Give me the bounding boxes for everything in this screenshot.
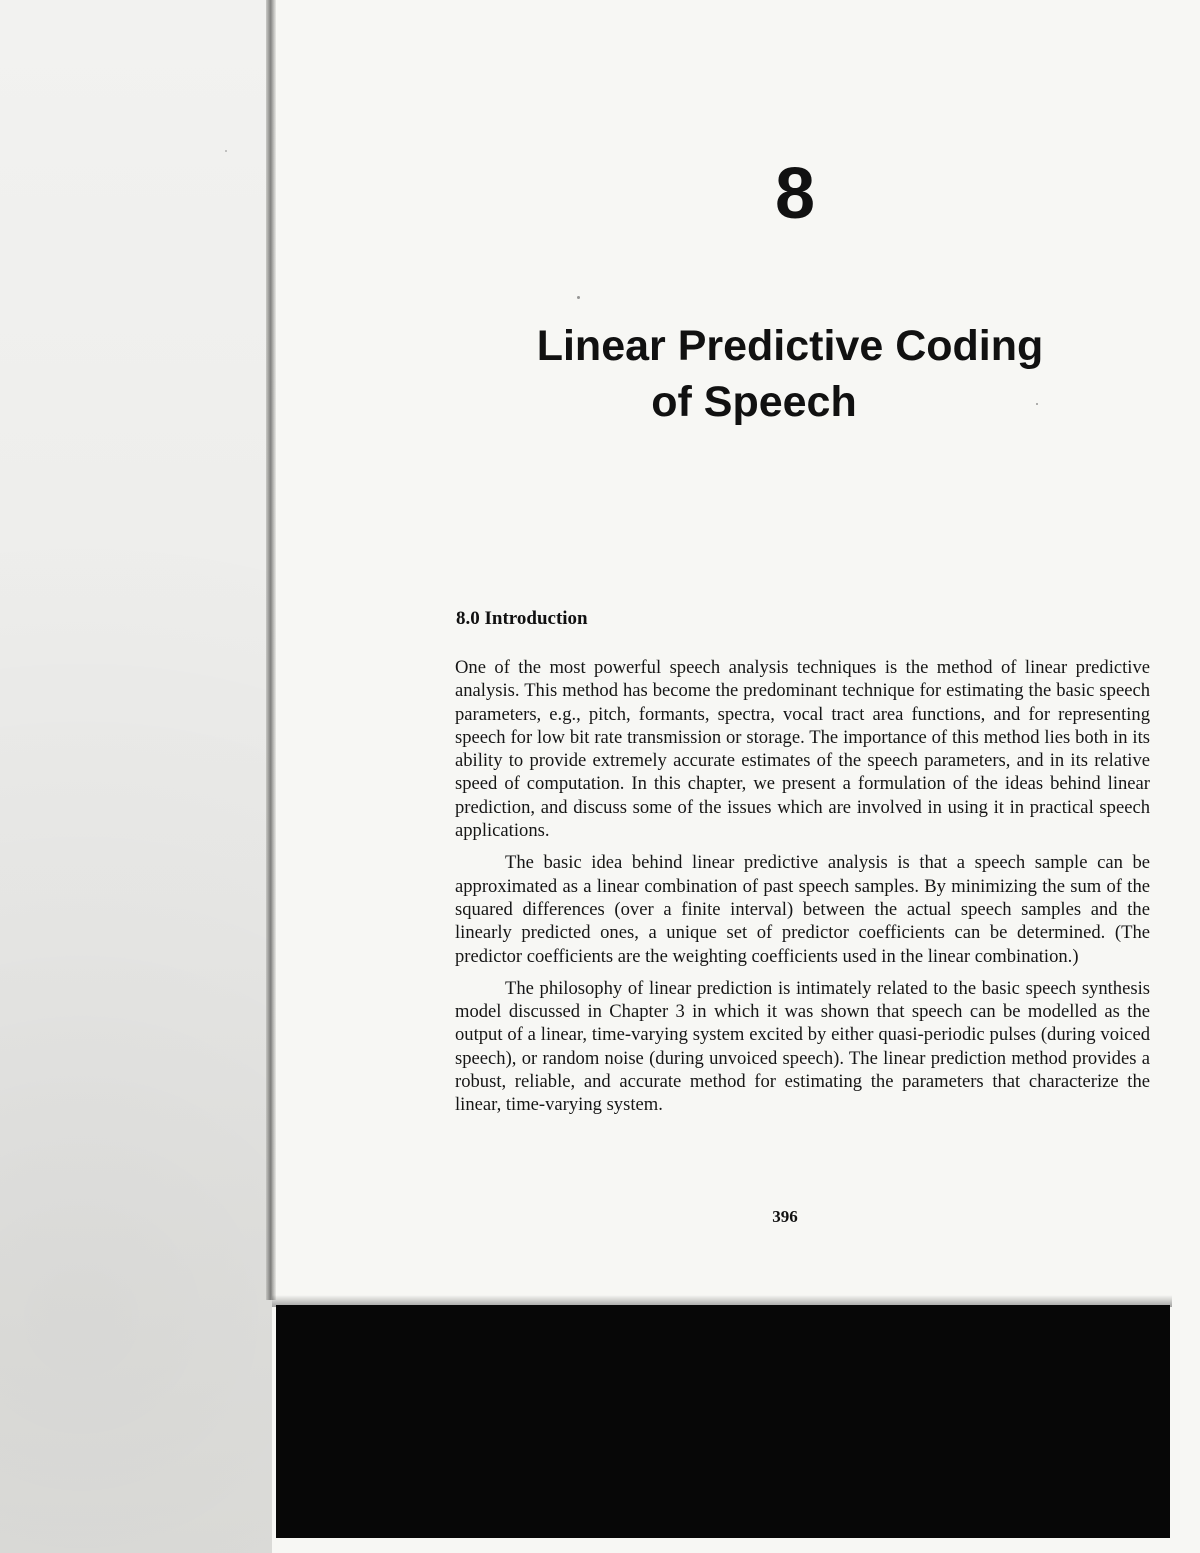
page-gutter-shadow <box>266 0 276 1300</box>
section-heading: 8.0 Introduction <box>456 608 588 629</box>
paragraph: The basic idea behind linear predictive analysis is that a speech sample can be approximated as a linear combination of past speech samples. By minimizing the sum of the squared differences (over a finite interval) between the actual speech samples and the linearly predicted ones, a unique set of predictor coefficients can be determined. (The predictor coefficients are the weighting coefficients used in the linear combination.) <box>455 852 1150 967</box>
page-number: 396 <box>772 1207 798 1226</box>
paragraph: The philosophy of linear prediction is intimately related to the basic speech synthesis model discussed in Chapter 3 in which it was shown that speech can be modelled as the output of a linear, time-varying system excited by either quasi-periodic pulses (during voiced speech), or random noise (during unvoiced speech). The linear prediction method provides a robust, reliable, and accurate method for estimating the parameters that characterize the linear, time-varying system. <box>455 977 1150 1116</box>
scan-speck <box>577 296 580 299</box>
paragraph: One of the most powerful speech analysis techniques is the method of linear predictive analysis. This method has become the predominant technique for estimating the basic speech parameters, e.g., pitch, formants, spectra, vocal tract area functions, and for representing speech for low bit rate transmission or storage. The importance of this method lies both in its ability to provide extremely accurate estimates of the speech parameters, and in its relative speed of computation. In this chapter, we present a formulation of the ideas behind linear prediction, and discuss some of the issues which are involved in using it in practical speech applications. <box>455 657 1150 842</box>
chapter-title <box>440 318 1140 430</box>
chapter-number: 8 <box>774 154 816 234</box>
body-text <box>455 656 1150 1126</box>
scan-black-area <box>276 1305 1170 1538</box>
scanner-margin <box>0 0 272 1553</box>
chapter-title-line-1: Linear Predictive Coding <box>536 322 1044 370</box>
scan-speck <box>225 150 227 152</box>
chapter-title-line-2: of Speech <box>651 378 857 426</box>
